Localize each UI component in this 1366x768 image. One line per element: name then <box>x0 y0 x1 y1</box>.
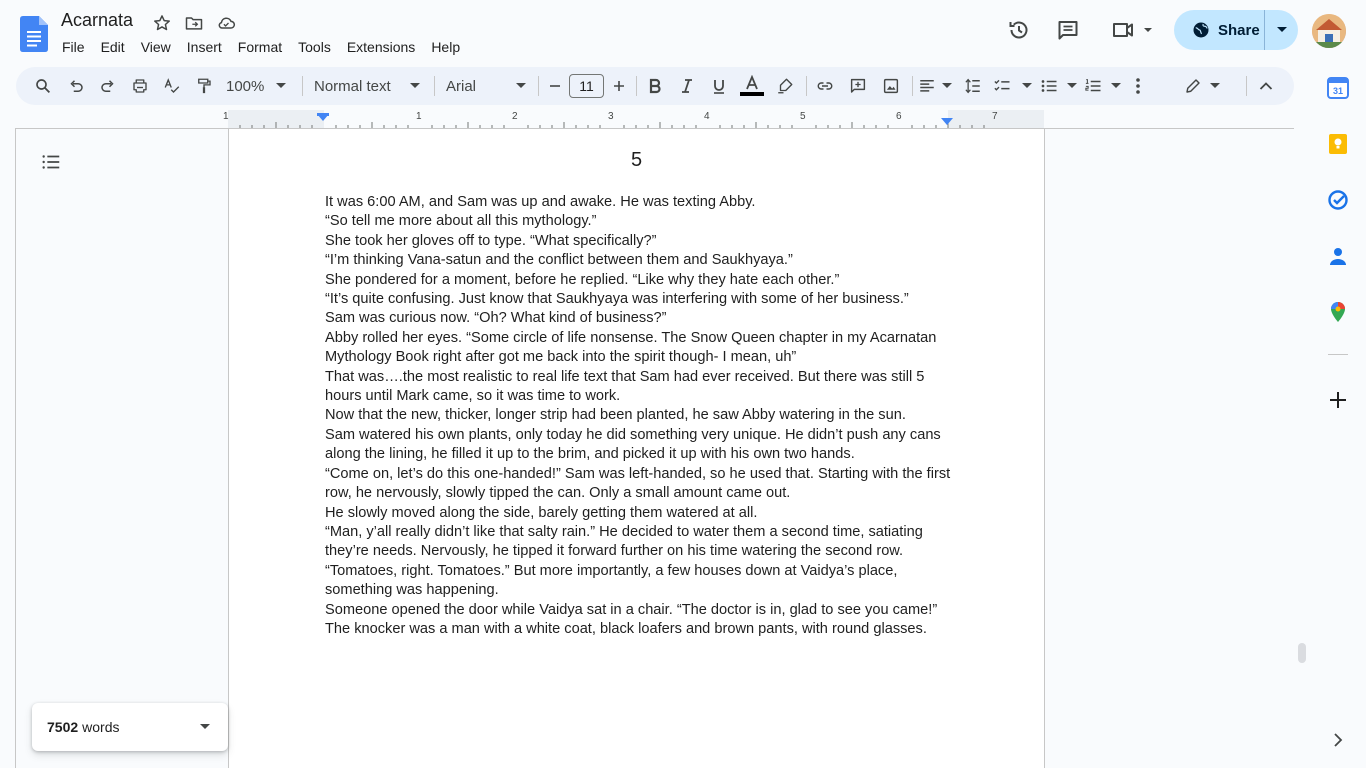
share-options-button[interactable] <box>1265 10 1298 50</box>
cloud-saved-icon[interactable] <box>216 13 236 33</box>
pencil-icon <box>1184 77 1202 95</box>
chevron-down-icon <box>1111 83 1121 89</box>
chevron-down-icon <box>1067 83 1077 89</box>
chevron-down-icon <box>942 83 952 89</box>
menu-file[interactable]: File <box>62 39 85 55</box>
document-body[interactable] <box>325 193 955 639</box>
ruler-label: 2 <box>512 111 518 122</box>
chevron-down-icon <box>276 83 286 89</box>
workspace-border <box>15 128 16 768</box>
version-history-icon[interactable] <box>1005 16 1033 44</box>
paragraph-style-value: Normal text <box>314 77 391 95</box>
horizontal-ruler[interactable] <box>223 110 1044 128</box>
hide-menus-icon[interactable] <box>1254 67 1278 105</box>
align-left-icon <box>918 77 936 95</box>
chevron-down-icon <box>410 83 420 89</box>
docs-logo-icon[interactable] <box>20 16 48 52</box>
checklist-icon <box>992 77 1012 95</box>
paragraph-style-select[interactable] <box>314 67 420 105</box>
ruler-label: 1 <box>416 111 422 122</box>
menu-insert[interactable]: Insert <box>186 39 222 55</box>
add-comment-icon[interactable] <box>845 67 871 105</box>
ruler-label: 4 <box>704 111 710 122</box>
header <box>0 0 1366 64</box>
paragraph: Sam was curious now. “Oh? What kind of business?” <box>325 310 667 327</box>
chevron-down-icon <box>516 83 526 89</box>
star-icon[interactable] <box>152 13 172 33</box>
paint-format-icon[interactable] <box>191 67 217 105</box>
word-count-number: 7502 <box>47 719 79 735</box>
paragraph: “Man, y’all really didn’t like that salty rain.” He decided to water them a second time, satiating they’re needs. Nervously, he tipped it forward further on his time watering the second row. <box>325 523 923 560</box>
paragraph: She took her gloves off to type. “What specifically?” <box>325 232 657 249</box>
align-select[interactable] <box>918 67 952 105</box>
account-avatar[interactable] <box>1312 14 1346 48</box>
line-spacing-icon[interactable] <box>960 67 986 105</box>
comments-icon[interactable] <box>1054 16 1082 44</box>
italic-icon[interactable] <box>674 67 700 105</box>
paragraph: Now that the new, thicker, longer strip had been planted, he saw Abby watering in the sun. <box>325 407 906 424</box>
calendar-icon[interactable] <box>1327 77 1349 99</box>
document-page[interactable] <box>228 129 1045 768</box>
share-button[interactable] <box>1174 10 1265 50</box>
text-color-icon[interactable] <box>738 67 766 105</box>
search-menus-icon[interactable] <box>30 67 56 105</box>
bulleted-list-icon <box>1039 77 1059 95</box>
vertical-scrollbar-thumb[interactable] <box>1298 643 1306 663</box>
zoom-select[interactable] <box>226 67 296 105</box>
checklist-select[interactable] <box>992 67 1032 105</box>
numbered-list-select[interactable] <box>1083 67 1121 105</box>
ruler-label: 3 <box>608 111 614 122</box>
side-panel <box>1310 64 1366 768</box>
word-count-widget[interactable] <box>32 703 228 751</box>
document-title[interactable]: Acarnata <box>61 10 134 30</box>
menu-help[interactable]: Help <box>431 39 461 55</box>
word-count-label: words <box>82 719 120 735</box>
show-side-panel-icon[interactable] <box>1327 729 1349 751</box>
zoom-value: 100% <box>226 77 265 95</box>
menu-extensions[interactable]: Extensions <box>346 39 416 55</box>
menu-view[interactable]: View <box>140 39 171 55</box>
keep-icon[interactable] <box>1327 133 1349 155</box>
svg-text:31: 31 <box>1332 86 1344 96</box>
print-icon[interactable] <box>127 67 153 105</box>
get-add-ons-icon[interactable] <box>1327 389 1349 411</box>
chapter-number: 5 <box>630 149 643 171</box>
paragraph: It was 6:00 AM, and Sam was up and awake. He was texting Abby. <box>325 194 756 210</box>
paragraph: Abby rolled her eyes. “Some circle of life nonsense. The Snow Queen chapter in my Acarnatan Mythology Book right after got me back into the spirit though- I mean, uh” <box>325 329 937 366</box>
highlight-color-icon[interactable] <box>772 67 798 105</box>
formatting-toolbar <box>16 67 1294 105</box>
contacts-icon[interactable] <box>1327 245 1349 267</box>
move-folder-icon[interactable] <box>184 13 204 33</box>
font-family-select[interactable] <box>446 67 526 105</box>
chevron-down-icon <box>1022 83 1032 89</box>
bulleted-list-select[interactable] <box>1039 67 1077 105</box>
globe-icon <box>1192 21 1210 39</box>
bold-icon[interactable] <box>642 67 668 105</box>
paragraph: “I’m thinking Vana-satun and the conflict between them and Saukhyaya.” <box>325 252 793 269</box>
document-outline-icon[interactable] <box>40 151 62 173</box>
menu-edit[interactable]: Edit <box>100 39 125 55</box>
tasks-icon[interactable] <box>1327 189 1349 211</box>
menu-format[interactable]: Format <box>237 39 283 55</box>
meet-icon[interactable] <box>1108 16 1156 44</box>
chevron-down-icon <box>1210 83 1220 89</box>
paragraph: She pondered for a moment, before he replied. “Like why they hate each other.” <box>325 271 840 288</box>
more-options-icon[interactable] <box>1128 67 1148 105</box>
paragraph: “Come on, let’s do this one-handed!” Sam was left-handed, so he used that. Starting with the first row, he nervously, slowly tipped the can. Only a small amount came out. <box>325 465 951 502</box>
spellcheck-icon[interactable] <box>159 67 185 105</box>
menu-bar <box>54 37 468 57</box>
first-line-indent-marker[interactable] <box>317 113 329 116</box>
increase-font-size-icon[interactable] <box>609 67 629 105</box>
undo-icon[interactable] <box>63 67 89 105</box>
share-button-group <box>1174 10 1298 50</box>
insert-image-icon[interactable] <box>878 67 904 105</box>
paragraph: He slowly moved along the side, barely getting them watered at all. <box>325 504 758 521</box>
underline-icon[interactable] <box>706 67 732 105</box>
ruler-label: 5 <box>800 111 806 122</box>
menu-tools[interactable]: Tools <box>298 39 331 55</box>
maps-icon[interactable] <box>1327 301 1349 323</box>
paragraph: “So tell me more about all this mythology.” <box>325 213 597 230</box>
ruler-label: 6 <box>896 111 902 122</box>
paragraph: That was….the most realistic to real life text that Sam had ever received. But there was still 5 hours until Mark came, so it was time to work. <box>325 368 925 405</box>
ruler-label: 7 <box>992 111 998 122</box>
paragraph: “It’s quite confusing. Just know that Saukhyaya was interfering with some of her business.” <box>325 291 909 308</box>
paragraph: The knocker was a man with a white coat, black loafers and brown pants, with round glasses. <box>325 620 927 637</box>
chevron-down-icon <box>1276 26 1288 34</box>
numbered-list-icon <box>1083 77 1103 95</box>
redo-icon[interactable] <box>95 67 121 105</box>
font-size-input[interactable]: 11 <box>569 74 604 98</box>
insert-link-icon[interactable] <box>812 67 838 105</box>
paragraph: Someone opened the door while Vaidya sat in a chair. “The doctor is in, glad to see you came!” <box>325 601 938 618</box>
font-family-value: Arial <box>446 77 477 95</box>
editing-mode-select[interactable] <box>1184 67 1220 105</box>
share-label: Share <box>1218 21 1260 39</box>
side-panel-divider <box>1328 354 1348 355</box>
paragraph: Sam watered his own plants, only today he did something very unique. He didn’t push any cans along the lining, he filled it up to the brim, and picked it up with his own two hands. <box>325 426 941 463</box>
ruler-label: 1 <box>223 111 229 122</box>
paragraph: “Tomatoes, right. Tomatoes.” But more importantly, a few houses down at Vaidya’s place, something was happening. <box>325 562 898 599</box>
decrease-font-size-icon[interactable] <box>545 67 565 105</box>
chevron-down-icon[interactable] <box>200 724 210 730</box>
